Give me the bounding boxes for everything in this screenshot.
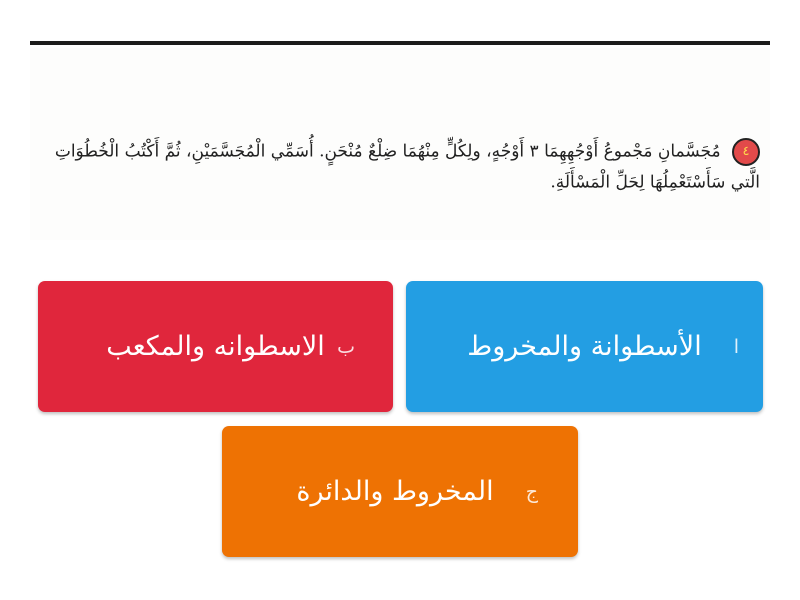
answer-letter-c: ج — [525, 480, 538, 503]
question-panel — [30, 48, 770, 240]
answer-option-a[interactable] — [406, 281, 763, 412]
answer-text-c: المخروط والدائرة — [296, 475, 494, 507]
answer-letter-b: ب — [337, 335, 355, 358]
answer-text-a: الأسطوانة والمخروط — [467, 330, 702, 362]
answer-text-b: الاسطوانه والمكعب — [106, 330, 325, 362]
question-text: مُجَسَّمانِ مَجْموعُ أَوْجُهِهِمَا ٣ أَوْجُهٍ، ولِكُلٍّ مِنْهُمَا ضِلْعٌ مُنْحَنٍ. أُسَمِّي الْمُجَسَّمَيْنِ، ثُمَّ أَكْتُبُ الْخُطُوَاتِ الَّتي سَأَسْتَعْمِلُهَا لِحَلِّ الْمَسْأَلَةِ. — [54, 141, 760, 192]
answer-option-b[interactable] — [38, 281, 393, 412]
question-row — [35, 136, 760, 197]
question-number-badge: ٤ — [732, 138, 760, 166]
answer-option-c[interactable] — [222, 426, 578, 557]
divider — [30, 41, 770, 45]
answer-letter-a: ا — [733, 335, 739, 358]
